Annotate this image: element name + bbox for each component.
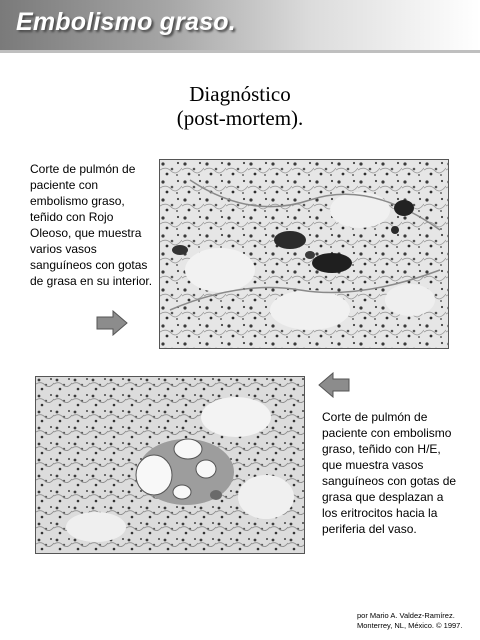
caption-oil-red-stain: Corte de pulmón de paciente con embolismo graso, teñido con Rojo Oleoso, que muestra varios vasos sanguíneos con gotas de grasa en su interior. [30, 162, 153, 288]
arrow-left-icon [318, 372, 350, 398]
header-title: Embolismo graso. [16, 8, 236, 36]
micrograph-oil-red [159, 159, 449, 349]
credit-line1: por Mario A. Valdez-Ramírez. [357, 611, 455, 620]
author-credit [357, 611, 462, 631]
slide-title [0, 82, 480, 130]
micrograph-he-stain [35, 376, 305, 554]
header-divider [0, 50, 480, 53]
slide-title-line2: (post-mortem). [176, 106, 304, 130]
credit-line2: Monterrey, NL, México. © 1997. [357, 621, 463, 630]
slide-title-line1: Diagnóstico [189, 82, 291, 106]
header-banner [0, 0, 480, 50]
arrow-right-icon [96, 310, 128, 336]
caption-he-stain: Corte de pulmón de paciente con embolismo graso, teñido con H/E, que muestra vasos sanguíneos con gotas de grasa que desplazan a los eritrocitos hacia la periferia del vaso. [322, 410, 457, 536]
